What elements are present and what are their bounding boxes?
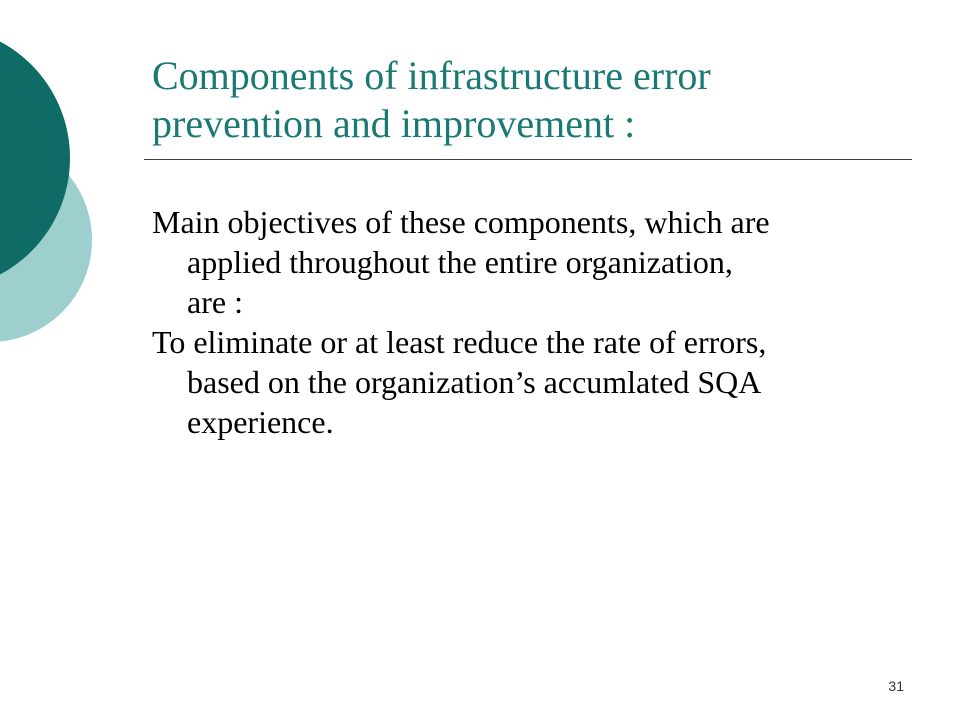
- paragraph-line: based on the organization’s accumlated SQA: [187, 364, 762, 400]
- paragraph-line: experience.: [187, 404, 334, 440]
- paragraph-goal: [152, 322, 912, 442]
- paragraph-objectives: [152, 202, 912, 322]
- paragraph-line: applied throughout the entire organization,: [187, 244, 733, 280]
- slide-title-line: Components of infrastructure error: [152, 53, 711, 98]
- light-circle-shape: [0, 138, 92, 342]
- paragraph-line: To eliminate or at least reduce the rate of errors,: [152, 324, 767, 360]
- slide-title: [152, 52, 912, 148]
- dark-circle-shape: [0, 26, 70, 290]
- paragraph-line: Main objectives of these components, which are: [152, 204, 770, 240]
- slide-body: [152, 202, 912, 442]
- decorative-circles: [0, 0, 120, 400]
- page-number: 31: [888, 678, 904, 694]
- paragraph-line: are :: [187, 284, 243, 320]
- title-divider: [144, 159, 912, 160]
- slide-title-line: prevention and improvement :: [152, 101, 636, 146]
